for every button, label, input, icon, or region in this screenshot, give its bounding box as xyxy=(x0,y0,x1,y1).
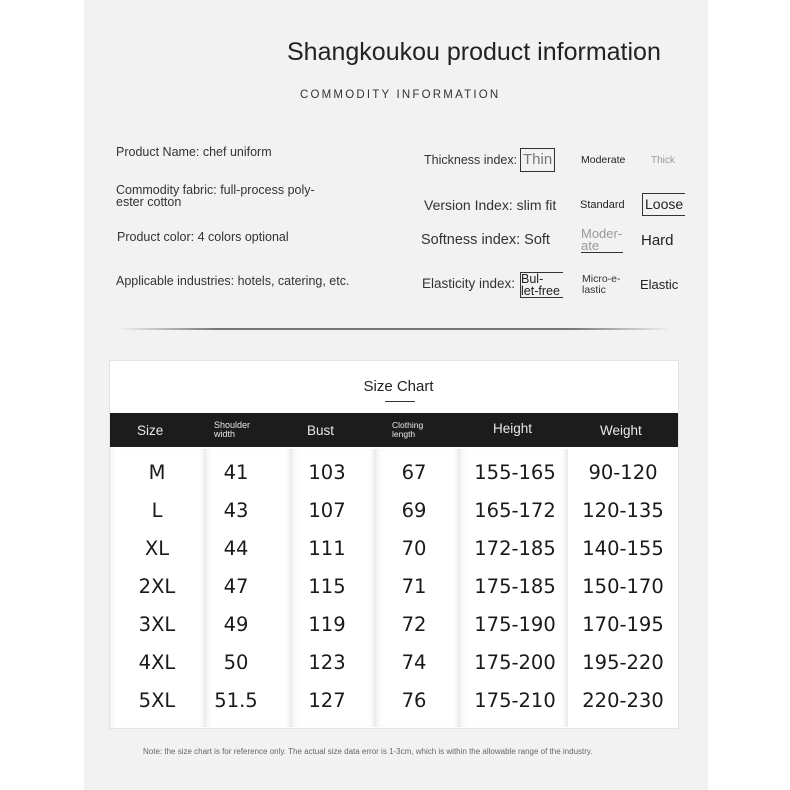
section-divider xyxy=(118,328,670,330)
applicable-industries: Applicable industries: hotels, catering, etc. xyxy=(116,274,350,288)
cell-weight: 90-120 xyxy=(588,461,658,484)
version-option-standard: Standard xyxy=(580,199,625,211)
commodity-fabric-line1: Commodity fabric: full-process poly- xyxy=(116,183,315,197)
cell-shoulder-width: 51.5 xyxy=(214,689,258,712)
cell-bust: 119 xyxy=(308,613,346,636)
cell-height: 172-185 xyxy=(474,537,556,560)
version-index-label: Version Index: slim fit xyxy=(424,197,557,213)
size-chart-header-row xyxy=(110,413,678,447)
size-chart-title-underline xyxy=(385,401,415,402)
cell-clothing-length: 76 xyxy=(401,689,427,712)
elasticity-option-bullet-free-line2: let-free xyxy=(520,285,563,298)
cell-height: 175-210 xyxy=(474,689,556,712)
cell-bust: 115 xyxy=(308,575,346,598)
softness-option-hard: Hard xyxy=(641,232,674,249)
thickness-option-thick: Thick xyxy=(651,155,675,166)
cell-clothing-length: 71 xyxy=(401,575,427,598)
header-clothing-length-line1: Clothing xyxy=(392,420,424,430)
product-color: Product color: 4 colors optional xyxy=(117,230,289,244)
cell-size: 3XL xyxy=(138,613,176,636)
softness-option-moderate-line2: ate xyxy=(581,240,623,253)
size-chart-card xyxy=(109,360,679,729)
cell-clothing-length: 67 xyxy=(401,461,427,484)
cell-size: M xyxy=(148,461,166,484)
cell-size: XL xyxy=(144,537,170,560)
elasticity-index-label: Elasticity index: xyxy=(422,276,516,291)
page-subtitle: COMMODITY INFORMATION xyxy=(300,89,501,101)
cell-weight: 170-195 xyxy=(582,613,664,636)
cell-weight: 195-220 xyxy=(582,651,664,674)
cell-shoulder-width: 44 xyxy=(223,537,249,560)
version-option-loose: Loose xyxy=(642,193,685,216)
commodity-fabric-line2: ester cotton xyxy=(116,195,182,209)
cell-shoulder-width: 41 xyxy=(223,461,249,484)
cell-size: 2XL xyxy=(138,575,176,598)
cell-weight: 120-135 xyxy=(582,499,664,522)
thickness-option-thin: Thin xyxy=(520,148,555,172)
cell-height: 175-190 xyxy=(474,613,556,636)
cell-clothing-length: 70 xyxy=(401,537,427,560)
size-chart-title: Size Chart xyxy=(363,378,434,395)
header-size: Size xyxy=(137,423,164,438)
elasticity-option-micro-elastic-line1: Micro-e- xyxy=(582,273,621,285)
cell-weight: 140-155 xyxy=(582,537,664,560)
page-title: Shangkoukou product information xyxy=(287,38,661,66)
size-chart-note: Note: the size chart is for reference only. The actual size data error is 1-3cm, which is within the allowable range of the industry. xyxy=(143,747,593,756)
cell-bust: 107 xyxy=(308,499,346,522)
cell-shoulder-width: 49 xyxy=(223,613,249,636)
cell-weight: 220-230 xyxy=(582,689,664,712)
header-shoulder-width-line1: Shoulder xyxy=(214,420,251,430)
softness-option-moderate-line1: Moder- xyxy=(581,226,623,241)
cell-weight: 150-170 xyxy=(582,575,664,598)
header-bust: Bust xyxy=(307,423,335,438)
cell-bust: 127 xyxy=(308,689,346,712)
header-height: Height xyxy=(493,421,533,436)
cell-size: 4XL xyxy=(138,651,176,674)
cell-height: 175-185 xyxy=(474,575,556,598)
cell-bust: 111 xyxy=(308,537,346,560)
softness-index-label: Softness index: Soft xyxy=(421,232,550,248)
thickness-index-label: Thickness index: xyxy=(424,153,518,167)
cell-size: L xyxy=(151,499,163,522)
cell-height: 165-172 xyxy=(474,499,556,522)
cell-clothing-length: 69 xyxy=(401,499,427,522)
elasticity-option-micro-elastic-line2: lastic xyxy=(582,284,606,296)
cell-height: 175-200 xyxy=(474,651,556,674)
elasticity-option-bullet-free-line1: Bul- xyxy=(520,272,563,285)
elasticity-option-elastic: Elastic xyxy=(640,277,679,292)
cell-shoulder-width: 43 xyxy=(223,499,249,522)
thickness-option-moderate: Moderate xyxy=(581,154,626,166)
cell-size: 5XL xyxy=(138,689,176,712)
cell-clothing-length: 72 xyxy=(401,613,427,636)
product-name: Product Name: chef uniform xyxy=(116,145,272,159)
header-weight: Weight xyxy=(600,423,642,438)
header-clothing-length-line2: length xyxy=(392,429,416,439)
cell-bust: 123 xyxy=(308,651,346,674)
cell-clothing-length: 74 xyxy=(401,651,427,674)
header-shoulder-width-line2: width xyxy=(214,429,236,439)
cell-height: 155-165 xyxy=(474,461,556,484)
cell-shoulder-width: 47 xyxy=(223,575,249,598)
cell-shoulder-width: 50 xyxy=(223,651,249,674)
cell-bust: 103 xyxy=(308,461,346,484)
